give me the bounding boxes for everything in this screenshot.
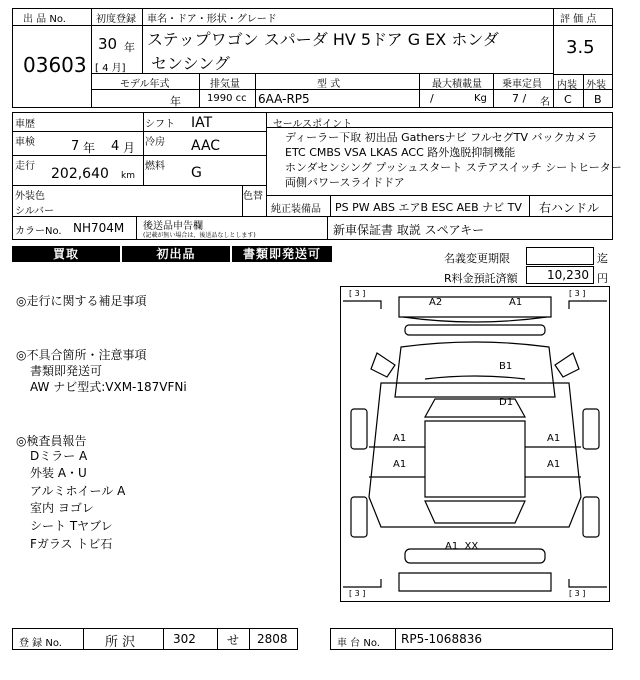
registration-kana: せ (227, 633, 240, 647)
shift-label: シフト (145, 119, 175, 130)
inspector-line-3: アルミホイール A (30, 484, 126, 498)
inspection-year-unit: 年 (83, 141, 96, 155)
fuel-label: 燃料 (145, 161, 165, 172)
vehicle-info (12, 112, 267, 186)
lot-box (12, 8, 92, 108)
inspector-line-5: シート Tヤブレ (30, 519, 113, 533)
aftermarket-value: 新車保証書 取説 スペアキー (333, 223, 485, 237)
mark-front-bumper: A2 (429, 297, 443, 308)
color-change-label: 色替 (243, 191, 263, 202)
name-change-unit: 迄 (597, 252, 608, 265)
steering-value: 右ハンドル (539, 201, 600, 215)
model-year-label: モデル年式 (120, 79, 170, 90)
first-reg-box (91, 8, 143, 74)
grade-value: 3.5 (566, 37, 595, 58)
chassis-number: RP5-1068836 (401, 632, 482, 646)
name-change-label: 名義変更期限 (444, 252, 510, 265)
recycle-unit: 円 (597, 272, 608, 285)
load-unit: Kg (474, 93, 487, 104)
defects-line-2: AW ナビ型式:VXM-187VFNi (30, 380, 187, 394)
recycle-field (526, 266, 594, 284)
type-value: 6AA-RP5 (258, 92, 310, 106)
capacity-label: 乗車定員 (502, 79, 542, 90)
aftermarket-label: 後送品申告欄 (143, 221, 203, 232)
type-label: 型 式 (317, 79, 341, 90)
equipment-box (266, 195, 613, 217)
car-outline-icon (341, 287, 609, 601)
fuel-value: G (191, 165, 202, 181)
color-no-box (12, 216, 137, 240)
load-value: / (430, 92, 434, 105)
interior-label: 内装 (557, 80, 577, 91)
mark-hood: B1 (499, 361, 513, 372)
capacity-value: 7 / (512, 92, 527, 105)
name-change-field (526, 247, 594, 265)
sales-point-line-1: ディーラー下取 初出品 Gathersナビ フルセグTV バックカメラ (285, 131, 598, 144)
ac-value: AAC (191, 138, 221, 154)
exterior-grade: B (594, 93, 602, 106)
sales-point-line-2: ETC CMBS VSA LKAS ACC 路外逸脱抑制機能 (285, 146, 516, 159)
mark-roof: D1 (499, 397, 514, 408)
driving-notes-title: ◎走行に関する補足事項 (16, 294, 147, 308)
inspector-title: ◎検査員報告 (16, 434, 87, 448)
mark-right-rear-door: A1 (547, 459, 561, 470)
corner-tr: [ 3 ] (569, 289, 586, 298)
defects-title: ◎不具合箇所・注意事項 (16, 348, 147, 362)
chassis-label: 車 台 No. (337, 638, 380, 649)
sales-point-line-3: ホンダセンシング プッシュスタート ステアスイッチ シートヒーター (285, 161, 622, 174)
year-unit: 年 (124, 41, 135, 54)
recycle-label: R料金預託済額 (444, 272, 518, 285)
load-label: 最大積載量 (432, 79, 482, 90)
history-label: 車歴 (15, 119, 35, 130)
color-change-box (242, 185, 267, 217)
sales-point-line-4: 両側パワースライドドア (285, 176, 405, 189)
mark-rear: A1 XX (445, 541, 479, 552)
inspection-year: 7 (71, 139, 80, 154)
mark-front-bumper-right: A1 (509, 297, 523, 308)
car-name-label: 車名・ドア・形状・グレード (147, 14, 277, 25)
recycle-value: 10,230 (547, 268, 589, 282)
car-damage-diagram (340, 286, 610, 602)
grade-box (553, 8, 613, 108)
sales-points-box (266, 112, 622, 196)
aftermarket-box (136, 216, 613, 240)
shift-value: IAT (191, 115, 213, 131)
chassis-box (330, 628, 613, 650)
registration-area: 所 沢 (105, 635, 136, 650)
first-reg-label: 初度登録 (96, 14, 136, 25)
lot-number: 03603 (23, 53, 87, 77)
exterior-label: 外装 (586, 80, 606, 91)
corner-tl: [ 3 ] (349, 289, 366, 298)
mileage-value: 202,640 (51, 166, 109, 182)
inspector-line-2: 外装 A・U (30, 466, 87, 480)
corner-br: [ 3 ] (569, 589, 586, 598)
inspector-line-4: 室内 ヨゴレ (30, 501, 94, 515)
mileage-unit: km (121, 171, 135, 181)
ac-label: 冷房 (145, 137, 165, 148)
exterior-color-value: シルバー (15, 206, 55, 217)
spec-row (91, 73, 554, 108)
inspector-line-1: Dミラー A (30, 449, 88, 463)
registration-number: 2808 (257, 632, 288, 646)
model-year-unit: 年 (170, 95, 181, 108)
equipment-label: 純正装備品 (271, 204, 321, 215)
buyout-badge: 買取 (12, 246, 120, 262)
mileage-label: 走行 (15, 161, 35, 172)
displacement-label: 排気量 (210, 79, 240, 90)
inspection-label: 車検 (15, 137, 35, 148)
docs-ready-badge: 書類即発送可 (232, 246, 332, 262)
capacity-unit: 名 (540, 97, 550, 108)
car-name-line1: ステップワゴン スパーダ HV 5ドア G EX ホンダ (147, 30, 499, 49)
mark-left-rear-door: A1 (393, 459, 407, 470)
inspection-month: 4 (111, 139, 120, 154)
registration-box (12, 628, 298, 650)
inspection-month-unit: 月 (123, 141, 136, 155)
first-reg-year: 30 (98, 35, 118, 53)
inspector-line-6: Fガラス トビ石 (30, 537, 113, 551)
mark-right-front-door: A1 (547, 433, 561, 444)
registration-label: 登 録 No. (19, 638, 62, 649)
sales-points-label: セールスポイント (273, 119, 353, 130)
interior-grade: C (564, 93, 572, 106)
mark-left-front-door: A1 (393, 433, 407, 444)
corner-bl: [ 3 ] (349, 589, 366, 598)
color-no-label: カラーNo. (15, 226, 62, 237)
registration-class: 302 (173, 632, 196, 646)
aftermarket-note: (記載が無い場合は、後送品なしとします) (143, 232, 256, 239)
first-listing-badge: 初出品 (122, 246, 230, 262)
color-no-value: NH704M (73, 221, 125, 235)
displacement-value: 1990 cc (207, 93, 247, 104)
lot-label: 出 品 No. (23, 14, 66, 25)
exterior-color-label: 外装色 (15, 191, 45, 202)
car-name-box (142, 8, 554, 74)
defects-line-1: 書類即発送可 (30, 364, 103, 378)
car-name-line2: センシング (151, 54, 230, 73)
first-reg-month: [ 4 月] (95, 63, 126, 74)
equipment-value: PS PW ABS エアB ESC AEB ナビ TV (335, 201, 522, 214)
grade-label: 評 価 点 (560, 14, 597, 25)
exterior-color-box (12, 185, 243, 217)
